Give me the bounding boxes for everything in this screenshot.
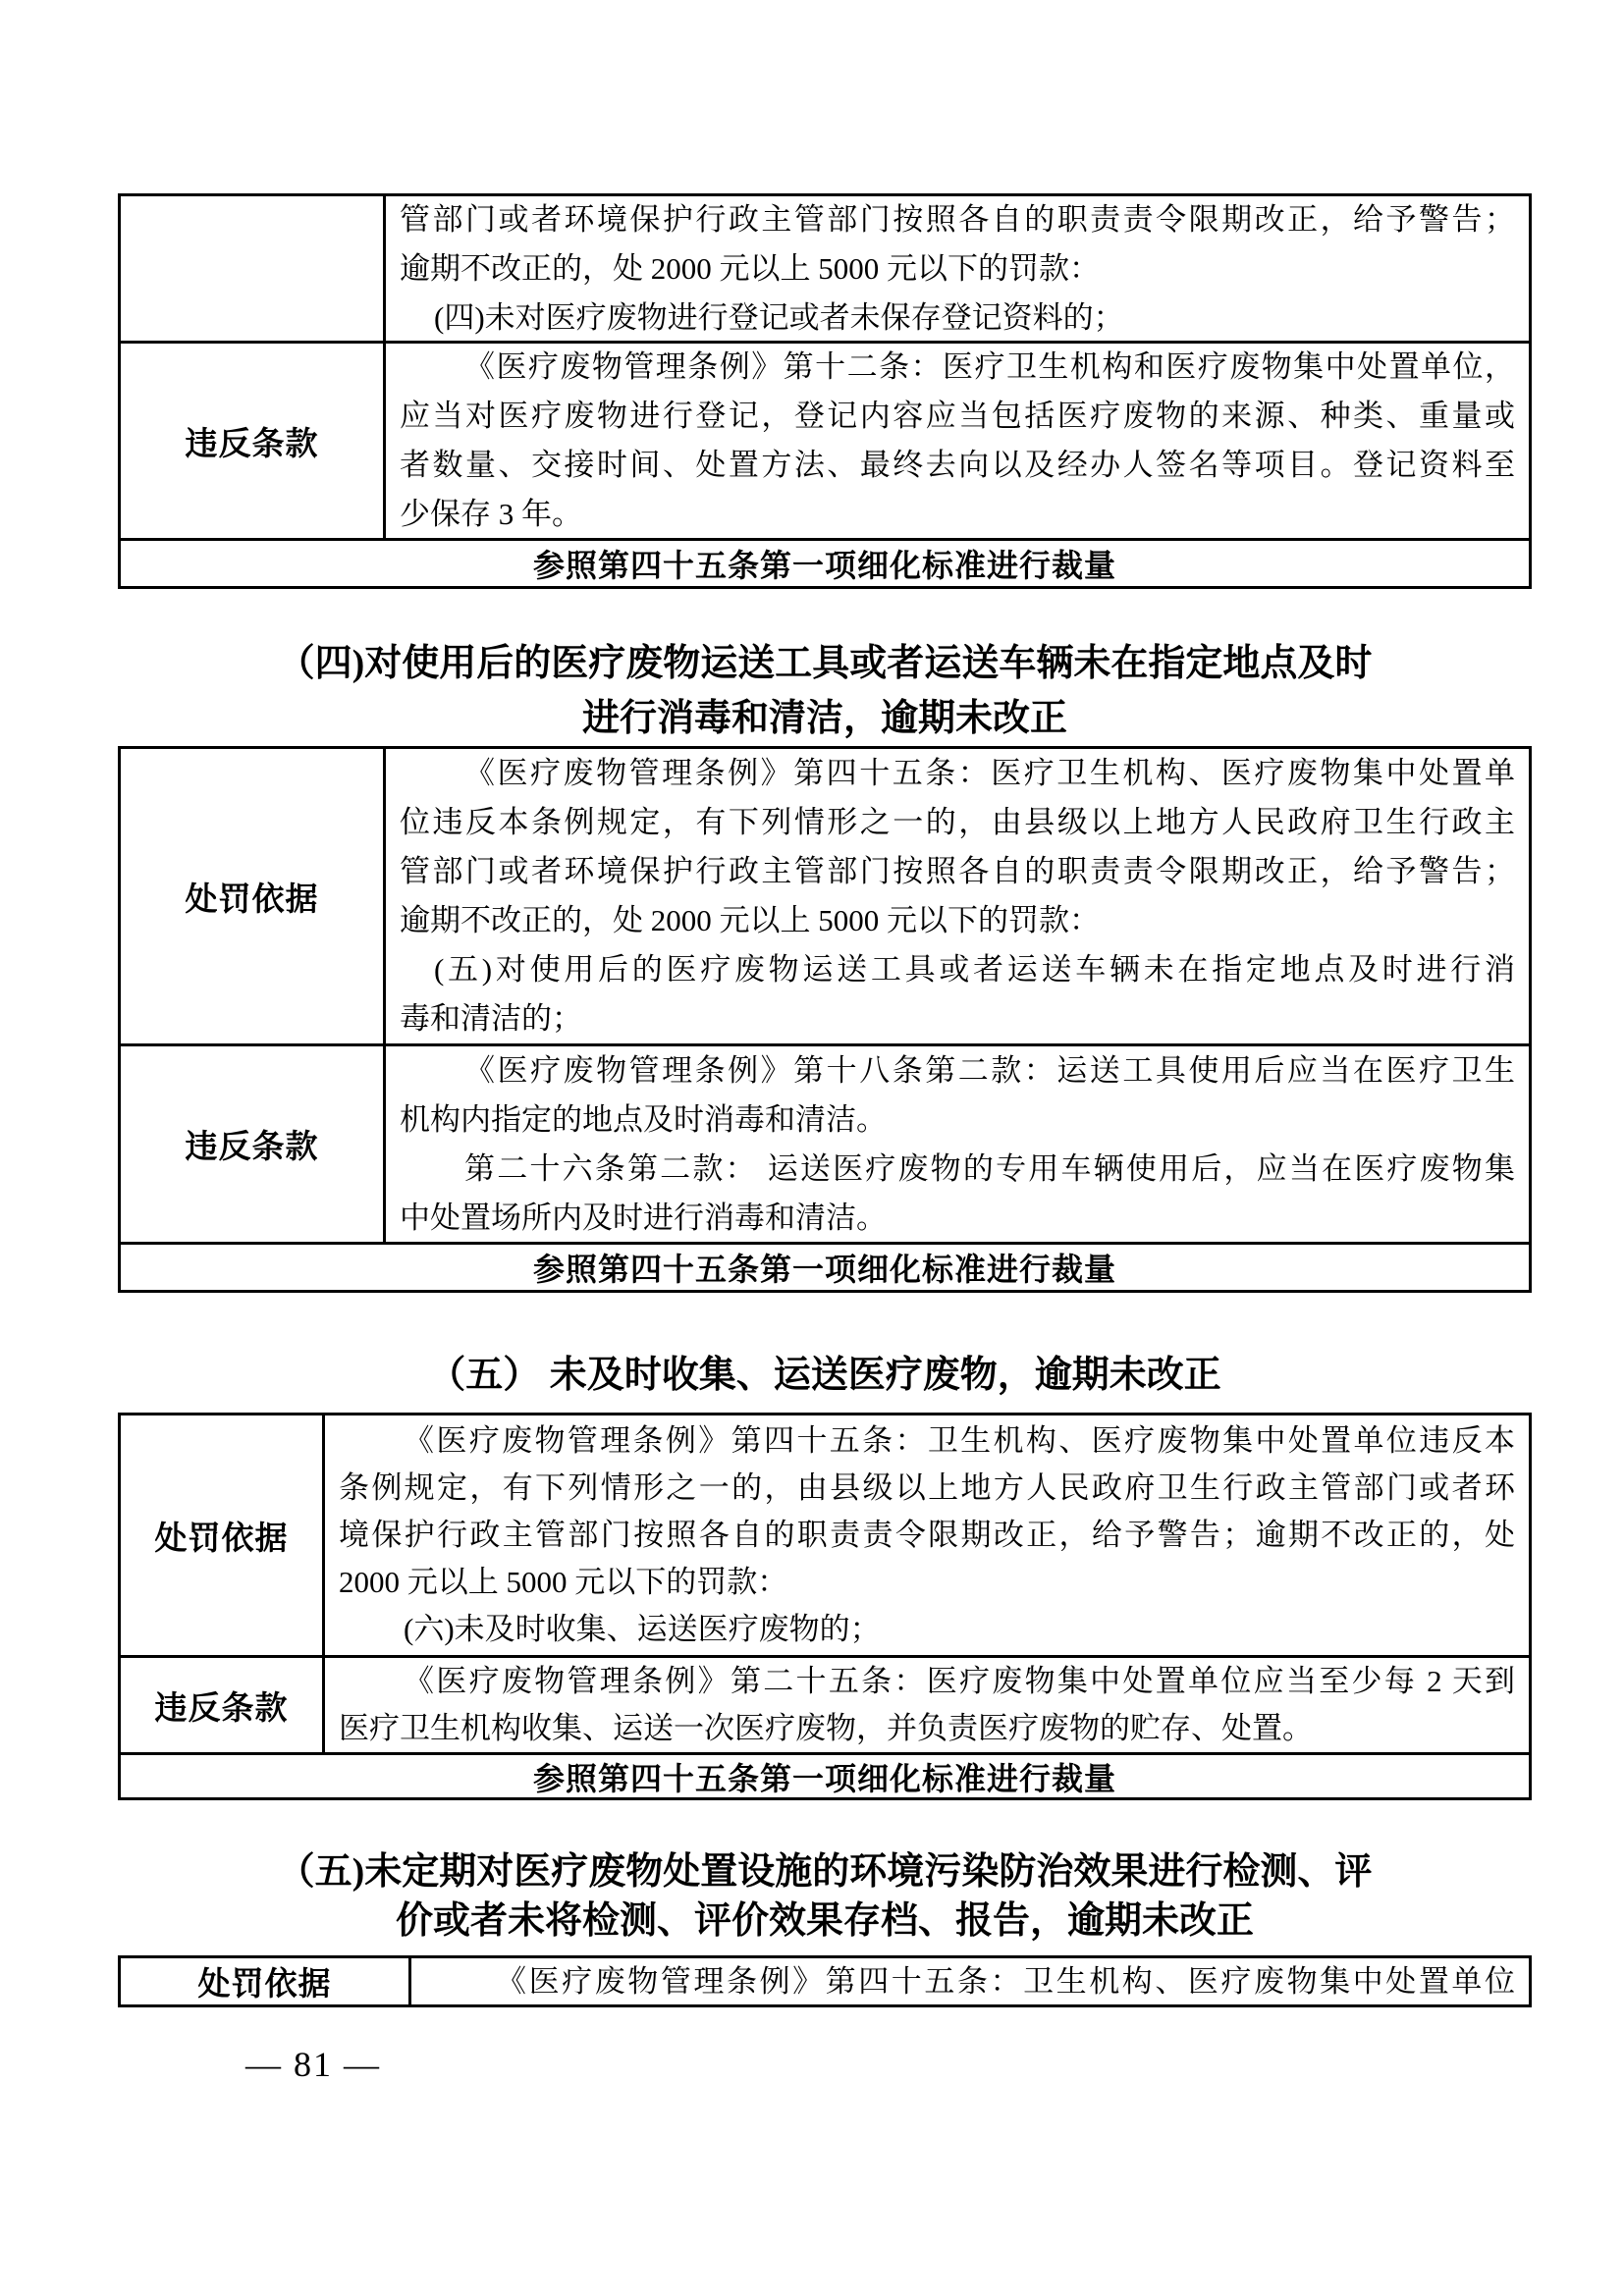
row-content-cell — [386, 196, 1529, 341]
text-line: 2000 元以上 5000 元以下的罚款： — [339, 1565, 788, 1599]
merged-standard-text: 参照第四十五条第一项细化标准进行裁量 — [532, 548, 1116, 583]
merged-standard-text: 参照第四十五条第一项细化标准进行裁量 — [532, 1760, 1116, 1796]
text-line: (六)未及时收集、运送医疗废物的； — [404, 1612, 881, 1646]
table-row — [121, 1958, 1529, 2004]
text-line: (四)未对医疗废物进行登记或者未保存登记资料的； — [434, 299, 1124, 335]
text-line: 条例规定，有下列情形之一的，由县级以上地方人民政府卫生行政主管部门或者环 — [339, 1470, 1515, 1505]
text-line: 《医疗废物管理条例》第四十五条：医疗卫生机构、医疗废物集中处置单 — [464, 756, 1515, 790]
row-label-cell — [121, 1415, 325, 1655]
table-row — [121, 341, 1529, 538]
row-label-cell — [121, 749, 386, 1043]
row-content-cell — [411, 1958, 1529, 2004]
heading-line: 价或者未将检测、评价效果存档、报告，逾期未改正 — [395, 1900, 1254, 1942]
text-line: 位违反本条例规定，有下列情形之一的，由县级以上地方人民政府卫生行政主 — [400, 805, 1515, 839]
row-label-cell — [121, 196, 386, 341]
penalty-table — [118, 1413, 1532, 1800]
heading-line: （五） 未及时收集、运送医疗废物，逾期未改正 — [428, 1355, 1221, 1396]
row-label: 处罚依据 — [185, 881, 319, 918]
table-merged-row — [121, 538, 1529, 586]
text-line: 逾期不改正的，处 2000 元以上 5000 元以下的罚款： — [400, 250, 1100, 286]
text-line: 中处置场所内及时进行消毒和清洁。 — [400, 1200, 887, 1235]
table-merged-row — [121, 1752, 1529, 1797]
row-label-cell — [121, 344, 386, 538]
row-label-cell — [121, 1958, 411, 2004]
penalty-table — [118, 193, 1532, 589]
row-label: 违反条款 — [154, 1690, 289, 1727]
text-line: 《医疗废物管理条例》第十八条第二款：运送工具使用后应当在医疗卫生 — [464, 1052, 1515, 1088]
text-line: (五)对使用后的医疗废物运送工具或者运送车辆未在指定地点及时进行消 — [434, 952, 1515, 987]
row-label-cell — [121, 1046, 386, 1242]
text-line: 境保护行政主管部门按照各自的职责责令限期改正，给予警告；逾期不改正的，处 — [339, 1518, 1515, 1552]
text-line: 应当对医疗废物进行登记，登记内容应当包括医疗废物的来源、种类、重量或 — [400, 399, 1515, 433]
text-line: 机构内指定的地点及时消毒和清洁。 — [400, 1101, 887, 1137]
row-label-cell — [121, 1658, 325, 1752]
text-line: 管部门或者环境保护行政主管部门按照各自的职责责令限期改正，给予警告； — [400, 854, 1515, 888]
row-content-cell — [386, 1046, 1529, 1242]
row-content-cell — [325, 1658, 1529, 1752]
table-row — [121, 196, 1529, 341]
row-content-cell — [386, 344, 1529, 538]
page-number: — 81 — — [245, 2045, 381, 2084]
text-line: 者数量、交接时间、处置方法、最终去向以及经办人签名等项目。登记资料至 — [400, 448, 1515, 482]
text-line: 《医疗废物管理条例》第四十五条：卫生机构、医疗废物集中处置单位违反本 — [404, 1423, 1515, 1458]
table-row — [121, 1043, 1529, 1242]
row-label: 违反条款 — [185, 426, 319, 462]
text-line: 《医疗废物管理条例》第十二条：医疗卫生机构和医疗废物集中处置单位， — [464, 349, 1515, 384]
table-merged-row — [121, 1242, 1529, 1290]
heading-line: （四)对使用后的医疗废物运送工具或者运送车辆未在指定地点及时 — [277, 643, 1373, 684]
row-content-cell — [386, 749, 1529, 1043]
text-line: 《医疗废物管理条例》第四十五条：卫生机构、医疗废物集中处置单位 — [496, 1964, 1515, 1999]
table-row — [121, 749, 1529, 1043]
row-content-cell — [325, 1415, 1529, 1655]
row-label: 处罚依据 — [154, 1521, 289, 1557]
section-heading — [118, 1348, 1532, 1403]
penalty-table — [118, 746, 1532, 1293]
row-label: 处罚依据 — [197, 1967, 332, 2002]
text-line: 毒和清洁的； — [400, 1001, 582, 1036]
text-line: 管部门或者环境保护行政主管部门按照各自的职责责令限期改正，给予警告； — [400, 201, 1515, 237]
heading-line: 进行消毒和清洁，逾期未改正 — [581, 698, 1067, 739]
row-label: 违反条款 — [185, 1130, 319, 1165]
text-line: 逾期不改正的，处 2000 元以上 5000 元以下的罚款： — [400, 903, 1100, 937]
text-line: 第二十六条第二款： 运送医疗废物的专用车辆使用后，应当在医疗废物集 — [464, 1150, 1515, 1186]
table-row — [121, 1415, 1529, 1655]
text-line: 《医疗废物管理条例》第二十五条：医疗废物集中处置单位应当至少每 2 天到 — [404, 1664, 1515, 1698]
merged-standard-text: 参照第四十五条第一项细化标准进行裁量 — [532, 1252, 1116, 1287]
table-row — [121, 1655, 1529, 1752]
section-heading — [118, 636, 1532, 746]
heading-line: （五)未定期对医疗废物处置设施的环境污染防治效果进行检测、评 — [277, 1851, 1373, 1893]
section-heading — [118, 1847, 1532, 1946]
penalty-table — [118, 1955, 1532, 2007]
text-line: 少保存 3 年。 — [400, 497, 582, 531]
page-content — [118, 193, 1532, 2007]
text-line: 医疗卫生机构收集、运送一次医疗废物，并负责医疗废物的贮存、处置。 — [339, 1711, 1313, 1745]
